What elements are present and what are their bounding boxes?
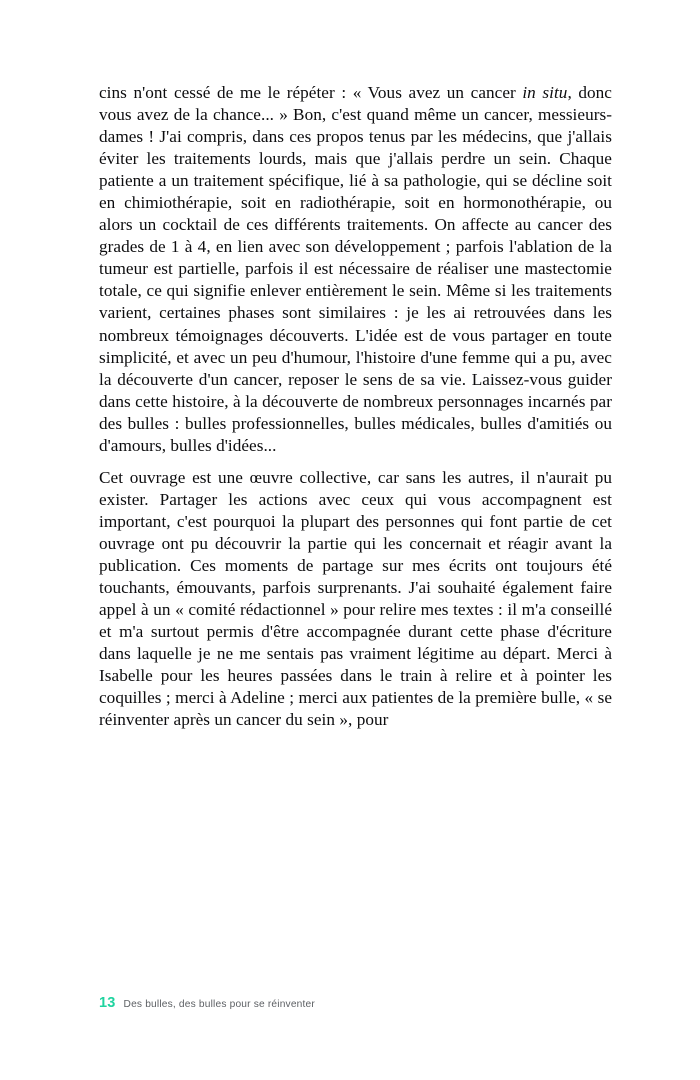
paragraph-1-run-2: , donc vous avez de la chance... » Bon, c'est quand même un cancer, messieurs-dames ! J'ai compris, dans ces propos tenus par les médecins, que j'allais éviter les traitements lourds, mais que j'allais perdre un sein. Chaque patiente a un traitement spécifique, lié à sa pathologie, qui se décline soit en chimiothérapie, soit en radiothérapie, soit en hormonothérapie, ou alors un cocktail de ces différents traitements. On affecte au cancer des grades de 1 à 4, en lien avec son développement ; parfois l'ablation de la tumeur est partielle, parfois il est nécessaire de réaliser une mastectomie totale, ce qui signifie enlever entièrement le sein. Même si les traitements varient, certaines phases sont similaires : je les ai retrouvées dans les nombreux témoignages découverts. L'idée est de vous partager en toute simplicité, et avec un peu d'humour, l'histoire d'une femme qui a pu, avec la découverte d'un cancer, reposer le sens de sa vie. Laissez-vous guider dans cette histoire, à la découverte de nombreux personnages incarnés par des bulles : bulles professionnelles, bulles médicales, bulles d'amitiés ou d'amours, bulles d'idées... <box>99 83 612 455</box>
paragraph-2-run-1: Cet ouvrage est une œuvre collective, car sans les autres, il n'aurait pu exister. Partager les actions avec ceux qui vous accompagnent est important, c'est pourquoi la plupart des personnes qui font partie de cet ouvrage ont pu découvrir la partie qui les concernait et réagir avant la publication. Ces moments de partage sur mes écrits ont toujours été touchants, émouvants, parfois surprenants. J'ai souhaité également faire appel à un « comité rédactionnel » pour relire mes textes : il m'a conseillé et m'a surtout permis d'être accompagnée durant cette phase d'écriture dans laquelle je ne me sentais pas vraiment légitime au départ. Merci à Isabelle pour les heures passées dans le train à relire et à pointer les coquilles ; merci à Adeline ; merci aux patientes de la première bulle, « se réinventer après un cancer du sein », pour <box>99 467 612 730</box>
body-paragraph-1 <box>99 82 612 457</box>
paragraph-1-run-1: cins n'ont cessé de me le répéter : « Vous avez un cancer <box>99 83 523 102</box>
running-title: Des bulles, des bulles pour se réinventer <box>123 999 315 1010</box>
paragraph-1-italic-term: in situ <box>522 83 568 102</box>
body-paragraph-2 <box>99 467 612 732</box>
body-text-column <box>99 82 612 731</box>
page-footer <box>99 996 315 1011</box>
page-number: 13 <box>99 995 116 1011</box>
